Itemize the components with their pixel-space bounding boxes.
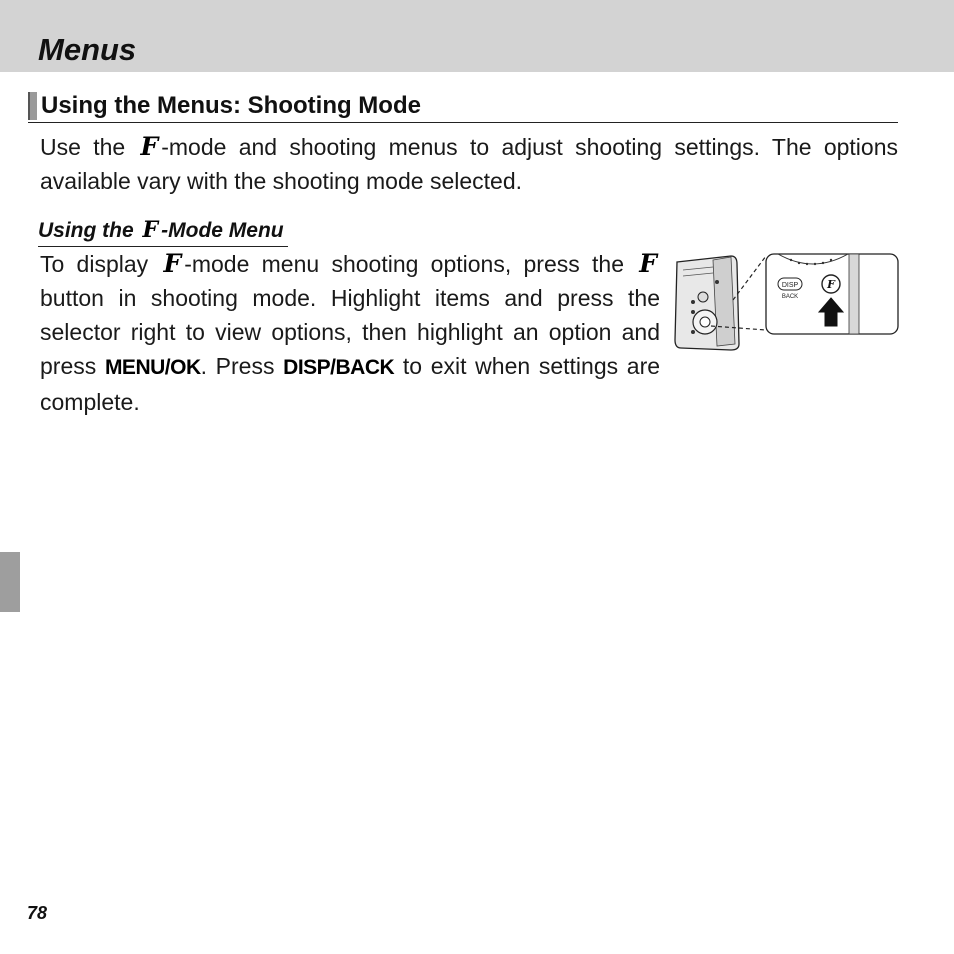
menu-ok-button-label: MENU/OK bbox=[104, 356, 201, 379]
f-mode-icon: F bbox=[142, 217, 159, 243]
section-title: Using the Menus: Shooting Mode bbox=[41, 92, 421, 119]
subsection-title bbox=[38, 216, 288, 247]
instructions-text-4: . Press bbox=[200, 353, 275, 379]
subsection-title-end: -Mode Menu bbox=[161, 219, 284, 242]
disp-label: DISP bbox=[781, 282, 799, 289]
intro-text-start: Use the bbox=[40, 134, 126, 160]
f-button-label: F bbox=[827, 278, 835, 291]
f-mode-icon: F bbox=[163, 249, 182, 278]
back-label: BACK bbox=[781, 294, 799, 300]
instructions-text-2: -mode menu shooting options, press the bbox=[184, 251, 624, 277]
f-mode-icon: F bbox=[140, 132, 159, 161]
heading-marker-bar bbox=[28, 92, 37, 120]
chapter-side-tab bbox=[0, 552, 20, 612]
header-band bbox=[0, 0, 954, 72]
camera-back-illustration bbox=[673, 252, 901, 352]
subsection-title-start: Using the bbox=[38, 219, 134, 242]
instructions-text-5: to exit when settings are complete. bbox=[40, 353, 661, 415]
intro-paragraph bbox=[40, 130, 898, 198]
section-heading bbox=[28, 90, 898, 123]
intro-text-end: -mode and shooting menus to adjust shooting settings. The options available vary with the shooting mode selected. bbox=[40, 134, 898, 194]
f-button-icon: F bbox=[639, 249, 658, 278]
camera-body-drawing bbox=[675, 256, 739, 350]
page-number: 78 bbox=[27, 903, 48, 923]
instructions-paragraph bbox=[40, 247, 660, 419]
camera-edge-strip bbox=[849, 254, 859, 334]
chapter-title: Menus bbox=[38, 32, 137, 67]
disp-back-button-label: DISP/BACK bbox=[283, 356, 395, 379]
instructions-text-3: button in shooting mode. Highlight items and press the selector right to view options, then highlight an option and press bbox=[40, 285, 660, 379]
instructions-text-1: To display bbox=[40, 251, 149, 277]
